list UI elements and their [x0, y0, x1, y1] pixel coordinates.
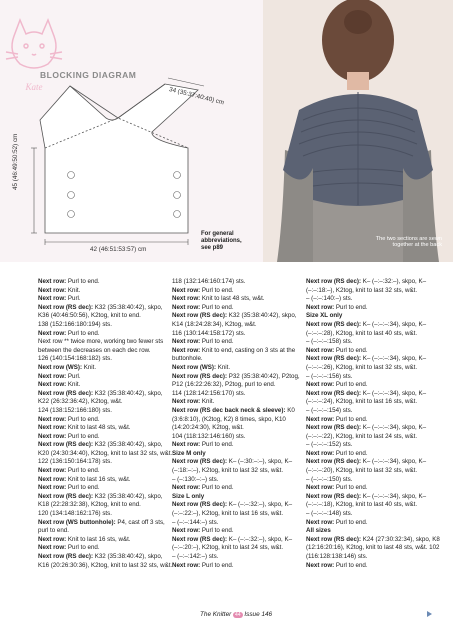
pattern-line-label: Next row (RS dec): [306, 458, 362, 466]
pattern-line-text: 104 (118:132:146:160) sts. [172, 432, 246, 440]
pattern-line-label: Next row: [38, 544, 67, 552]
pattern-line-label: Next row: [306, 561, 335, 569]
continue-arrow-icon [427, 611, 432, 617]
pattern-line-text: Knit to last 16 sts, w&t. [66, 535, 131, 543]
pattern-line-label: Size L only [172, 492, 205, 500]
pattern-line [172, 338, 308, 347]
pattern-line-text: Purl to end. [200, 303, 234, 311]
pattern-line [306, 312, 446, 321]
sleeve-measurement: 34 (35:37:40:40) cm [168, 86, 225, 107]
pattern-line [306, 441, 446, 450]
pattern-line-text: P32 (35:38:40:42), P2tog, P12 (16:22:26:32), P2tog, purl to end. [172, 372, 300, 389]
pattern-line-text: Knit to last 48 sts, w&t. [200, 295, 265, 303]
blocking-diagram-panel [0, 0, 263, 262]
pattern-line-label: Next row (RS dec): [306, 320, 362, 328]
pattern-line [172, 441, 308, 450]
pattern-line-text: Purl to end. [200, 527, 234, 535]
pattern-line [38, 304, 174, 321]
pattern-line-text: P4, cast off 3 sts, purl to end. [38, 518, 165, 535]
pattern-line-label: Next row (RS dec): [306, 389, 362, 397]
pattern-line [38, 510, 174, 519]
pattern-line-label: Next row: [38, 278, 67, 285]
pattern-line-label: Next row: [38, 535, 67, 543]
pattern-line-text: Purl to end. [200, 484, 234, 492]
pattern-line [172, 450, 308, 459]
pattern-line [38, 407, 174, 416]
pattern-line [306, 527, 446, 536]
pattern-line-label: Next row (RS dec): [172, 458, 228, 466]
pattern-line-text: Knit to last 16 sts, w&t. [66, 475, 131, 483]
pattern-line-text: 116 (130:144:158:172) sts. [172, 329, 246, 337]
pattern-line-text: – (–:–:–:154) sts. [306, 406, 353, 414]
pattern-line-label: Next row: [172, 338, 201, 346]
pattern-line-label: Next row: [38, 484, 67, 492]
pattern-line-text: Knit. [200, 398, 215, 406]
pattern-line-label: Next row (RS dec): [306, 492, 362, 500]
pattern-line [306, 484, 446, 493]
pattern-line-label: All sizes [306, 527, 331, 535]
pattern-line-label: Size M only [172, 449, 206, 457]
pattern-line-text: Purl to end. [334, 346, 368, 354]
pattern-line [38, 467, 174, 476]
pattern-line [306, 295, 446, 304]
pattern-line [38, 287, 174, 296]
pattern-line [306, 458, 446, 475]
pattern-line-text: – (–:–:–:148) sts. [306, 510, 353, 518]
pattern-line-label: Next row (RS dec): [38, 441, 94, 449]
pattern-line-text: K– (–:–:32:–), skpo, K– (–:–:20:–), K2tog, knit to last 24 sts, w&t. [172, 535, 293, 552]
pattern-line-label: Next row: [38, 475, 67, 483]
pattern-line [38, 416, 174, 425]
pattern-line-label: Next row: [306, 518, 335, 526]
pattern-line [306, 355, 446, 372]
garment-body-shape [40, 84, 198, 233]
pattern-line [306, 562, 446, 571]
page-footer [200, 611, 272, 618]
pattern-line [38, 321, 174, 330]
pattern-line-text: K– (–:–:32:–), skpo, K– (–:–:22:–), K2tog, knit to last 16 sts, w&t. [172, 501, 293, 518]
pattern-line-text: – (–:–:144:–) sts. [172, 518, 219, 526]
pattern-line-label: Next row: [172, 561, 201, 569]
note-bold: For general abbreviations, [201, 231, 242, 245]
pattern-line [306, 278, 446, 295]
pattern-line [172, 390, 308, 399]
pattern-line-text: – (–:–:140:–) sts. [306, 295, 353, 303]
pattern-line [38, 433, 174, 442]
pattern-line [172, 398, 308, 407]
pattern-line-text: Purl to end. [200, 441, 234, 449]
pattern-line [172, 373, 308, 390]
pattern-line-label: Next row: [38, 381, 67, 389]
pattern-line-text: 122 (136:150:164:178) sts. [38, 458, 112, 466]
pattern-line [38, 519, 174, 536]
pattern-line-label: Next row (RS dec): [38, 389, 94, 397]
pattern-line-text: K32 (35:38:40:42), skpo, K18 (22:28:32:38), K2tog, knit to end. [38, 492, 163, 509]
pattern-line [172, 433, 308, 442]
pattern-line [172, 484, 308, 493]
pattern-line [172, 553, 308, 562]
pattern-line [38, 278, 174, 287]
pattern-column-1 [38, 278, 174, 570]
pattern-line-text: K32 (35:38:40:42), skpo, K20 (24:30:34:40), K2tog, knit to last 32 sts, w&t. [38, 441, 173, 457]
pattern-line-label: Next row: [306, 303, 335, 311]
pattern-line-label: Next row: [172, 295, 201, 303]
pattern-line-text: Purl to end. [334, 303, 368, 311]
pattern-line-text: Purl to end. [334, 561, 368, 569]
pattern-line-label: Next row: [38, 432, 67, 440]
pattern-line [306, 519, 446, 528]
pattern-line-text: – (–:–:142:–) sts. [172, 553, 219, 560]
pattern-line-text: Purl to end. [66, 329, 100, 337]
pattern-line-label: Next row: [172, 441, 201, 449]
pattern-line-label: Next row (RS dec): [172, 501, 228, 509]
pattern-line-text: – (–:–:–:150) sts. [306, 475, 353, 483]
pattern-line [38, 330, 174, 339]
pattern-line-text: – (–:–:–:158) sts. [306, 338, 353, 346]
pattern-line [38, 441, 174, 458]
pattern-line-label: Next row (RS dec): [38, 553, 94, 560]
pattern-line [38, 493, 174, 510]
pattern-line-label: Next row: [172, 346, 201, 354]
pattern-line-label: Next row: [172, 303, 201, 311]
pattern-line-label: Next row: [38, 424, 67, 432]
pattern-line [38, 355, 174, 364]
pattern-line-text: 120 (134:148:162:176) sts. [38, 510, 112, 518]
pattern-line-text: K32 (35:38:40:42), skpo, K14 (18:24:28:34), K2tog, w&t. [172, 312, 297, 328]
pattern-line-label: Next row: [306, 484, 335, 492]
pattern-line-label: Next row: [306, 381, 335, 389]
pattern-line-label: Next row: [306, 449, 335, 457]
pattern-line [306, 381, 446, 390]
pattern-line [306, 416, 446, 425]
pattern-line-text: Purl to end. [66, 467, 100, 475]
pattern-line [306, 338, 446, 347]
pattern-line-text: K– (–:–:–:34), skpo, K– (–:–:–:18), K2tog, knit to last 40 sts, w&t. [306, 492, 427, 509]
pattern-line-label: Next row (RS dec): [306, 535, 362, 543]
pattern-line [306, 373, 446, 382]
pattern-line-label: Next row: [38, 295, 67, 303]
pattern-column-3 [306, 278, 446, 570]
pattern-line-label: Next row: [172, 286, 201, 294]
watermark-text: Kate [25, 82, 43, 92]
pattern-line-label: Next row: [38, 415, 67, 423]
pattern-line [172, 527, 308, 536]
pattern-line [306, 321, 446, 338]
pattern-line-label: Next row: [172, 398, 201, 406]
pattern-line-text: Knit. [66, 381, 81, 389]
pattern-line-text: Purl to end. [334, 484, 368, 492]
pattern-line [306, 424, 446, 441]
pattern-line-text: Knit. [66, 286, 81, 294]
pattern-line-text: K– (–:30:–:–), skpo, K– (–:18:–:–), K2tog, knit to last 32 sts, w&t. [172, 458, 293, 475]
pattern-line-text: Purl. [66, 295, 81, 303]
pattern-line-text: 124 (138:152:166:180) sts. [38, 406, 112, 414]
photo-caption: The two sections are sewn together at the back [375, 236, 442, 249]
pattern-line [172, 501, 308, 518]
pattern-line-label: Next row: [306, 346, 335, 354]
abbreviations-note [201, 231, 263, 253]
pattern-line [172, 364, 308, 373]
blocking-diagram-drawing [0, 0, 263, 262]
pattern-line-text: K32 (35:38:40:42), skpo, K22 (26:32:36:42), K2tog, w&t. [38, 389, 163, 406]
pattern-line [38, 338, 174, 355]
pattern-line-text: K– (–:–:–:34), skpo, K– (–:–:–:24), K2tog, knit to last 16 sts, w&t. [306, 389, 427, 406]
pattern-line [172, 304, 308, 313]
pattern-line-text: Purl to end. [334, 518, 368, 526]
pattern-line-label: Next row (WS): [38, 363, 82, 371]
model-photo [263, 0, 453, 262]
pattern-line-text: K– (–:–:32:–), skpo, K– (–:–:18:–), K2tog, knit to last 32 sts, w&t. [306, 278, 427, 294]
pattern-line [306, 536, 446, 562]
pattern-line-text: – (–:–:–:156) sts. [306, 372, 353, 380]
pattern-line-text: Purl to end. [66, 544, 100, 552]
pattern-line [172, 476, 308, 485]
pattern-line-text: 126 (140:154:168:182) sts. [38, 355, 112, 363]
pattern-line-text: Purl to end. [334, 449, 368, 457]
pattern-line [172, 312, 308, 329]
width-measurement: 42 (46:51:53:57) cm [90, 246, 147, 253]
pattern-line [38, 295, 174, 304]
pattern-column-2 [172, 278, 308, 570]
pattern-line [172, 407, 308, 433]
pattern-line-text: Knit to last 48 sts, w&t. [66, 424, 131, 432]
pattern-line-label: Next row: [172, 484, 201, 492]
pattern-line-text: Purl to end. [66, 484, 100, 492]
pattern-line-text: Knit. [216, 363, 231, 371]
pattern-line-text: Knit to end, casting on 3 sts at the buttonhole. [172, 346, 296, 363]
pattern-line-label: Next row: [38, 372, 67, 380]
pattern-line [38, 544, 174, 553]
pattern-line-label: Next row: [38, 286, 67, 294]
pattern-line [38, 536, 174, 545]
page-number-badge: 44 [235, 612, 241, 618]
hero-section [0, 0, 453, 262]
pattern-line-label: Next row (RS dec): [306, 278, 362, 285]
pattern-line [172, 295, 308, 304]
pattern-line [306, 510, 446, 519]
pattern-line-label: Next row (RS dec): [172, 312, 228, 320]
pattern-line-text: K0 (3:6:8:10), (K2tog, K2) 8 times, skpo, K10 (14:20:24:30), K2tog, w&t. [172, 406, 295, 432]
magazine-name: The Knitter [200, 611, 232, 618]
pattern-line-text: Knit. [82, 363, 97, 371]
pattern-line [38, 424, 174, 433]
height-measurement: 45 (46:49:50:52) cm [12, 133, 19, 190]
pattern-line [172, 493, 308, 502]
pattern-line-label: Next row: [38, 329, 67, 337]
pattern-line-text: Purl. [66, 372, 81, 380]
pattern-line-text: K24 (27:30:32:34), skpo, K8 (12:16:20:16), K2tog, knit to last 48 sts, w&t. 102 (116:128:138:146) sts. [306, 535, 440, 560]
pattern-line-text: Purl to end. [200, 286, 234, 294]
pattern-line [172, 330, 308, 339]
pattern-line [172, 562, 308, 571]
pattern-line-text: K32 (35:38:40:42), skpo, K36 (40:46:50:56), K2tog, knit to end. [38, 303, 163, 320]
pattern-line-text: Purl to end. [334, 381, 368, 389]
pattern-line-label: Next row: [172, 527, 201, 535]
pattern-line-label: Next row (RS dec back neck & sleeve): [172, 406, 286, 414]
pattern-line-label: Next row: [306, 415, 335, 423]
pattern-line [38, 484, 174, 493]
pattern-line [172, 347, 308, 364]
pattern-line [38, 381, 174, 390]
pattern-line [38, 373, 174, 382]
pattern-line [172, 519, 308, 528]
pattern-line-text: Purl to end. [66, 432, 100, 440]
note-page: see p89 [201, 245, 224, 252]
pattern-line [306, 407, 446, 416]
pattern-line-text: 114 (128:142:156:170) sts. [172, 389, 246, 397]
pattern-line [306, 476, 446, 485]
pattern-line [38, 390, 174, 407]
pattern-line-text: K– (–:–:–:34), skpo, K– (–:–:–:28), K2tog, knit to last 40 sts, w&t. [306, 320, 427, 337]
pattern-line [38, 553, 174, 570]
pattern-line-label: Next row (RS dec): [38, 303, 94, 311]
pattern-line [172, 287, 308, 296]
pattern-line [172, 278, 308, 287]
pattern-line [306, 493, 446, 510]
pattern-line-label: Next row: [38, 467, 67, 475]
pattern-line-label: Next row (RS dec): [306, 424, 362, 432]
pattern-line [38, 476, 174, 485]
pattern-line-label: Next row (RS dec): [172, 372, 228, 380]
pattern-line-label: Next row (WS): [172, 363, 216, 371]
pattern-line [306, 347, 446, 356]
pattern-line [172, 536, 308, 553]
pattern-line [38, 364, 174, 373]
diagram-title: BLOCKING DIAGRAM [40, 70, 137, 80]
pattern-line [172, 458, 308, 475]
pattern-line-text: – (–:–:–:152) sts. [306, 441, 353, 449]
pattern-line [306, 450, 446, 459]
model-illustration [263, 0, 453, 262]
pattern-line-text: Next row ** twice more, working two fewer sts between the decreases on each dec row. [38, 338, 164, 354]
pattern-line-text: Purl to end. [66, 415, 100, 423]
pattern-line-label: Next row (RS dec): [172, 535, 228, 543]
pattern-line-text: 138 (152:166:180:194) sts. [38, 320, 112, 328]
pattern-line-text: K– (–:–:–:34), skpo, K– (–:–:–:22), K2tog, knit to last 24 sts, w&t. [306, 424, 427, 440]
pattern-line-label: Next row (WS buttonhole): [38, 518, 116, 526]
pattern-line-text: 118 (132:146:160:174) sts. [172, 278, 246, 285]
pattern-line-text: K– (–:–:–:34), skpo, K– (–:–:–:26), K2tog, knit to last 32 sts, w&t. [306, 355, 427, 371]
pattern-line-text: K32 (35:38:40:42), skpo, K16 (20:26:30:36), K2tog, knit to last 32 sts, w&t. [38, 553, 173, 569]
pattern-line [38, 458, 174, 467]
pattern-line-text: Purl to end. [66, 278, 100, 285]
pattern-line [306, 390, 446, 407]
pattern-line-label: Size XL only [306, 312, 343, 320]
pattern-line-label: Next row (RS dec): [306, 355, 362, 363]
issue-number: Issue 146 [244, 611, 273, 618]
pattern-line-text: K– (–:–:–:34), skpo, K– (–:–:–:20), K2tog, knit to last 32 sts, w&t. [306, 458, 427, 475]
pattern-line-text: – (–:130:–:–) sts. [172, 475, 219, 483]
pattern-line-label: Next row (RS dec): [38, 492, 94, 500]
pattern-line [306, 304, 446, 313]
pattern-line-text: Purl to end. [200, 561, 234, 569]
pattern-line-text: Purl to end. [334, 415, 368, 423]
pattern-line-text: Purl to end. [200, 338, 234, 346]
